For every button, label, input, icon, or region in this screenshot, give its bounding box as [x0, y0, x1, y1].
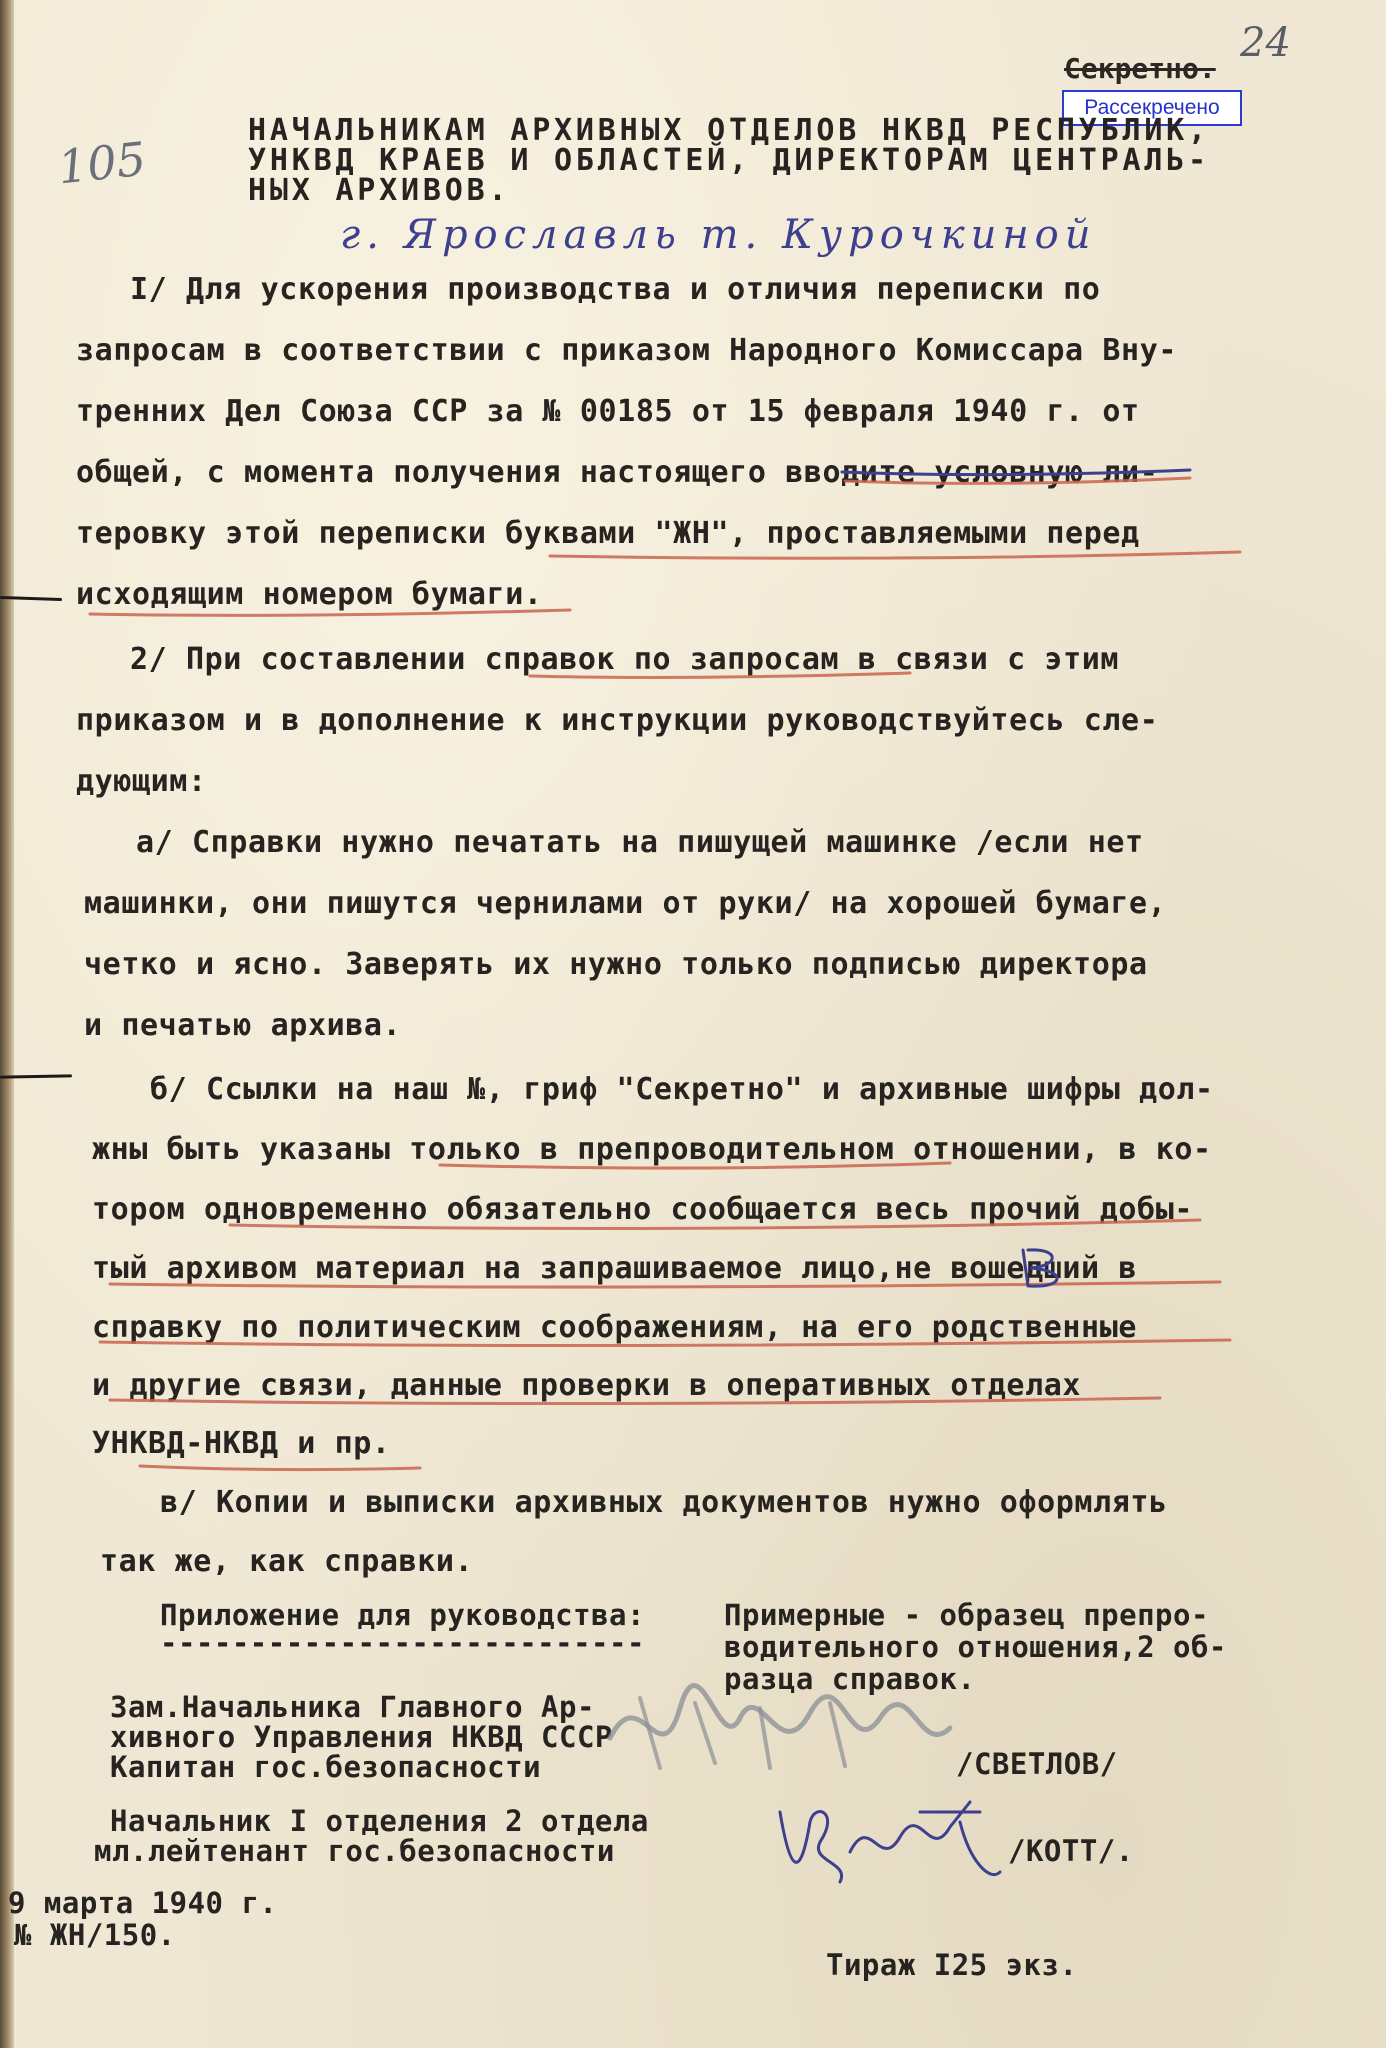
signatory2-line-1: Начальник I отделения 2 отдела — [110, 1804, 649, 1838]
heading-line-2: УНКВД КРАЕВ И ОБЛАСТЕЙ, ДИРЕКТОРАМ ЦЕНТРАЛЬ- — [248, 143, 1210, 178]
signatory1-line-3: Капитан гос.безопасности — [110, 1750, 542, 1784]
paragraph2-line-1: 2/ При составлении справок по запросам в связи с этим — [130, 642, 1120, 677]
appendix-label: Приложение для руководства: — [160, 1598, 645, 1632]
item-b-line-3: тором одновременно обязательно сообщается весь прочий добы- — [92, 1192, 1194, 1227]
underline — [140, 1466, 420, 1470]
binding-thread — [0, 1074, 72, 1078]
paragraph1-line-3: тренних Дел Союза ССР за № 00185 от 15 февраля 1940 г. от — [76, 394, 1140, 429]
item-b-line-1: б/ Ссылки на наш №, гриф "Секретно" и архивные шифры дол- — [150, 1072, 1214, 1107]
item-a-line-1: а/ Справки нужно печатать на пишущей машинке /если нет — [136, 825, 1144, 860]
binding-edge — [0, 0, 14, 2048]
print-run: Тираж I25 экз. — [826, 1948, 1078, 1982]
outgoing-number: № ЖН/150. — [14, 1918, 176, 1952]
item-v-line-2: так же, как справки. — [100, 1544, 474, 1579]
item-b-line-2: жны быть указаны только в препроводительном отношении, в ко- — [92, 1132, 1212, 1167]
signatory2-name: /КОТТ/. — [1008, 1834, 1134, 1868]
heading-line-3: НЫХ АРХИВОВ. — [248, 173, 511, 208]
signatory1-line-1: Зам.Начальника Главного Ар- — [110, 1690, 595, 1724]
signatory2-line-2: мл.лейтенант гос.безопасности — [94, 1834, 615, 1868]
appendix-dashes: --------------------------- — [160, 1626, 645, 1660]
heading-line-1: НАЧАЛЬНИКАМ АРХИВНЫХ ОТДЕЛОВ НКВД РЕСПУБЛИК, — [248, 113, 1210, 148]
handwritten-addressee: г. Ярославль т. Курочкиной — [340, 212, 1097, 258]
item-a-line-3: четко и ясно. Заверять их нужно только подписью директора — [84, 947, 1148, 982]
signatory1-name: /СВЕТЛОВ/ — [956, 1747, 1118, 1781]
appendix-content-line-2: водительного отношения,2 об- — [724, 1630, 1227, 1664]
signatory1-line-2: хивного Управления НКВД СССР — [110, 1720, 613, 1754]
paragraph1-line-6: исходящим номером бумаги. — [76, 577, 543, 612]
item-b-line-6: и другие связи, данные проверки в оперативных отделах — [92, 1368, 1082, 1403]
item-b-line-5: справку по политическим соображениям, на его родственные — [92, 1310, 1138, 1345]
item-b-line-7: УНКВД-НКВД и пр. — [92, 1426, 391, 1461]
item-b-line-4: тый архивом материал на запрашиваемое лицо,не вошедший в — [92, 1251, 1138, 1286]
paragraph1-line-5: теровку этой переписки буквами "ЖН", проставляемыми перед — [76, 516, 1140, 551]
document-date: 9 марта 1940 г. — [8, 1886, 278, 1920]
paragraph2-line-3: дующим: — [76, 764, 207, 799]
item-a-line-4: и печатью архива. — [84, 1008, 402, 1043]
declassified-label: Рассекречено — [1062, 90, 1242, 126]
appendix-content-line-1: Примерные - образец препро- — [724, 1598, 1209, 1632]
secret-stamp: Секретно. — [1064, 52, 1216, 85]
item-a-line-2: машинки, они пишутся чернилами от руки/ на хорошей бумаге, — [84, 886, 1167, 921]
archive-page-number-right: 24 — [1240, 20, 1291, 66]
paragraph1-line-2: запросам в соответствии с приказом Народного Комиссара Вну- — [76, 333, 1178, 368]
appendix-content-line-3: разца справок. — [724, 1662, 976, 1696]
signature-kott — [770, 1782, 1010, 1902]
paragraph2-line-2: приказом и в дополнение к инструкции руководствуйтесь сле- — [76, 703, 1159, 738]
paragraph1-line-1: I/ Для ускорения производства и отличия переписки по — [130, 272, 1101, 307]
item-v-line-1: в/ Копии и выписки архивных документов нужно оформлять — [160, 1485, 1168, 1520]
signature-svetlov — [600, 1668, 960, 1788]
underline — [550, 552, 1240, 558]
archive-page-number-left: 105 — [55, 131, 149, 195]
paragraph1-line-4: общей, с момента получения настоящего вводите условную ли- — [76, 455, 1159, 490]
